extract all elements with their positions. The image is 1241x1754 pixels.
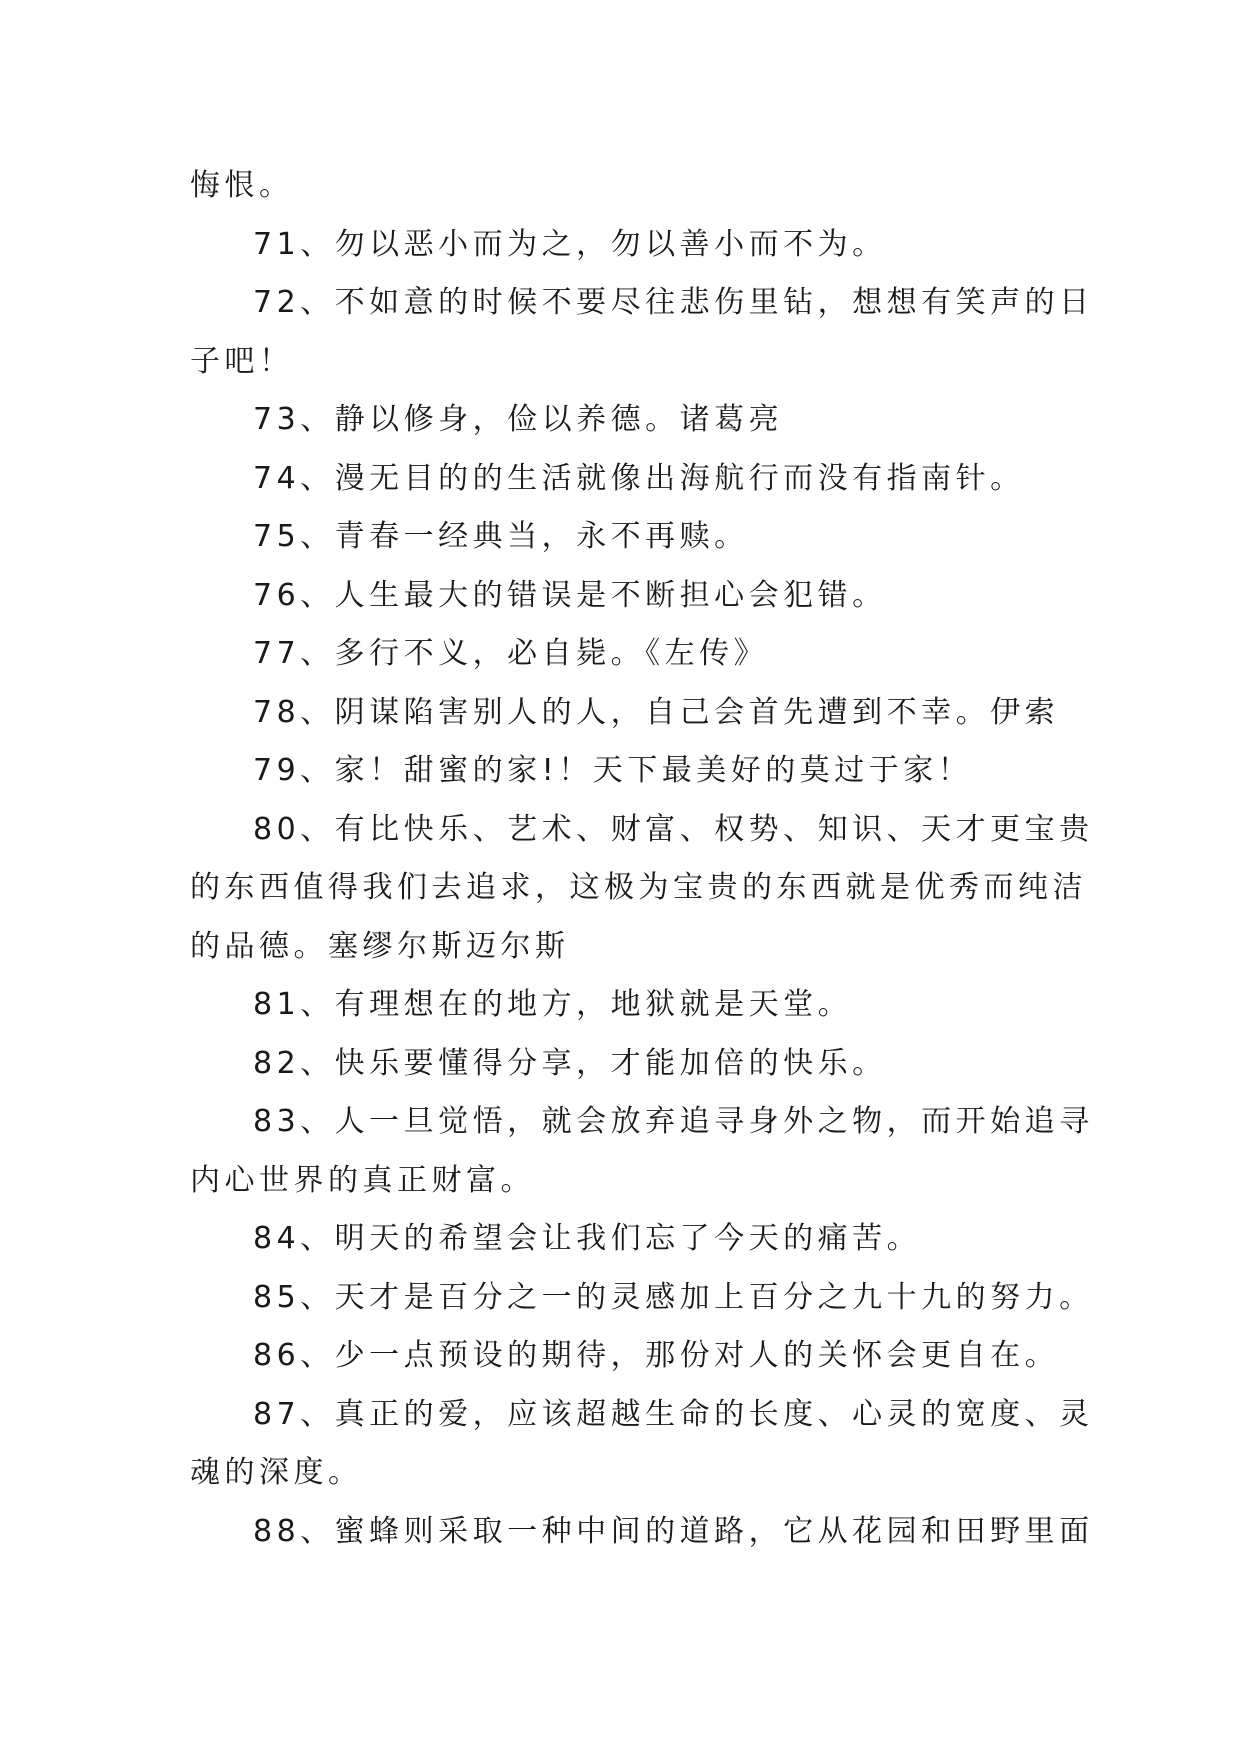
text-line: 悔恨。 xyxy=(190,168,294,203)
text-line: 81、有理想在的地方，地狱就是天堂。 xyxy=(253,987,853,1022)
quote-79 xyxy=(190,742,1050,801)
text-line: 75、青春一经典当，永不再赎。 xyxy=(253,519,749,554)
quote-85 xyxy=(190,1269,1094,1328)
text-line: 85、天才是百分之一的灵感加上百分之九十九的努力。 xyxy=(253,1279,1094,1315)
text-line: 76、人生最大的错误是不断担心会犯错。 xyxy=(253,577,887,613)
text-line: 77、多行不义，必自毙。《左传》 xyxy=(253,636,769,671)
text-line: 87、真正的爱，应该超越生命的长度、心灵的宽度、灵 xyxy=(253,1396,1094,1432)
quote-88 xyxy=(190,1503,1094,1562)
quote-78 xyxy=(190,684,1060,743)
quote-84 xyxy=(190,1210,1050,1269)
text-line: 78、阴谋陷害别人的人，自己会首先遭到不幸。伊索 xyxy=(253,694,1060,730)
document-body xyxy=(190,157,1094,1561)
quote-80 xyxy=(190,801,1094,977)
quote-81 xyxy=(190,976,1050,1035)
text-line: 内心世界的真正财富。 xyxy=(190,1162,535,1198)
quote-86 xyxy=(190,1327,1060,1386)
text-line: 子吧！ xyxy=(190,343,294,379)
text-line: 74、漫无目的的生活就像出海航行而没有指南针。 xyxy=(253,460,1025,496)
quote-71 xyxy=(190,216,1050,275)
text-line: 82、快乐要懂得分享，才能加倍的快乐。 xyxy=(253,1045,887,1081)
text-line: 73、静以修身，俭以养德。诸葛亮 xyxy=(253,402,784,437)
quote-72 xyxy=(190,274,1094,391)
text-line: 79、家！甜蜜的家!！天下最美好的莫过于家！ xyxy=(253,753,973,788)
quote-74 xyxy=(190,450,1050,509)
quote-87 xyxy=(190,1386,1094,1503)
quote-76 xyxy=(190,567,1050,626)
quote-75 xyxy=(190,508,1050,567)
quote-82 xyxy=(190,1035,1050,1094)
text-line: 80、有比快乐、艺术、财富、权势、知识、天才更宝贵 xyxy=(253,811,1094,847)
text-line: 72、不如意的时候不要尽往悲伤里钻，想想有笑声的日 xyxy=(253,285,1094,320)
paragraph-continuation xyxy=(190,157,1050,216)
text-line: 86、少一点预设的期待，那份对人的关怀会更自在。 xyxy=(253,1338,1060,1373)
quote-83 xyxy=(190,1093,1094,1210)
text-line: 84、明天的希望会让我们忘了今天的痛苦。 xyxy=(253,1221,922,1256)
text-line: 71、勿以恶小而为之，勿以善小而不为。 xyxy=(253,226,887,262)
text-line: 魂的深度。 xyxy=(190,1455,363,1490)
text-line: 的品德。塞缪尔斯迈尔斯 xyxy=(190,928,570,964)
text-line: 88、蜜蜂则采取一种中间的道路，它从花园和田野里面 xyxy=(253,1513,1094,1549)
quote-73 xyxy=(190,391,1050,450)
quote-77 xyxy=(190,625,1050,684)
text-line: 83、人一旦觉悟，就会放弃追寻身外之物，而开始追寻 xyxy=(253,1104,1094,1139)
text-line: 的东西值得我们去追求，这极为宝贵的东西就是优秀而纯洁 xyxy=(190,870,1087,905)
